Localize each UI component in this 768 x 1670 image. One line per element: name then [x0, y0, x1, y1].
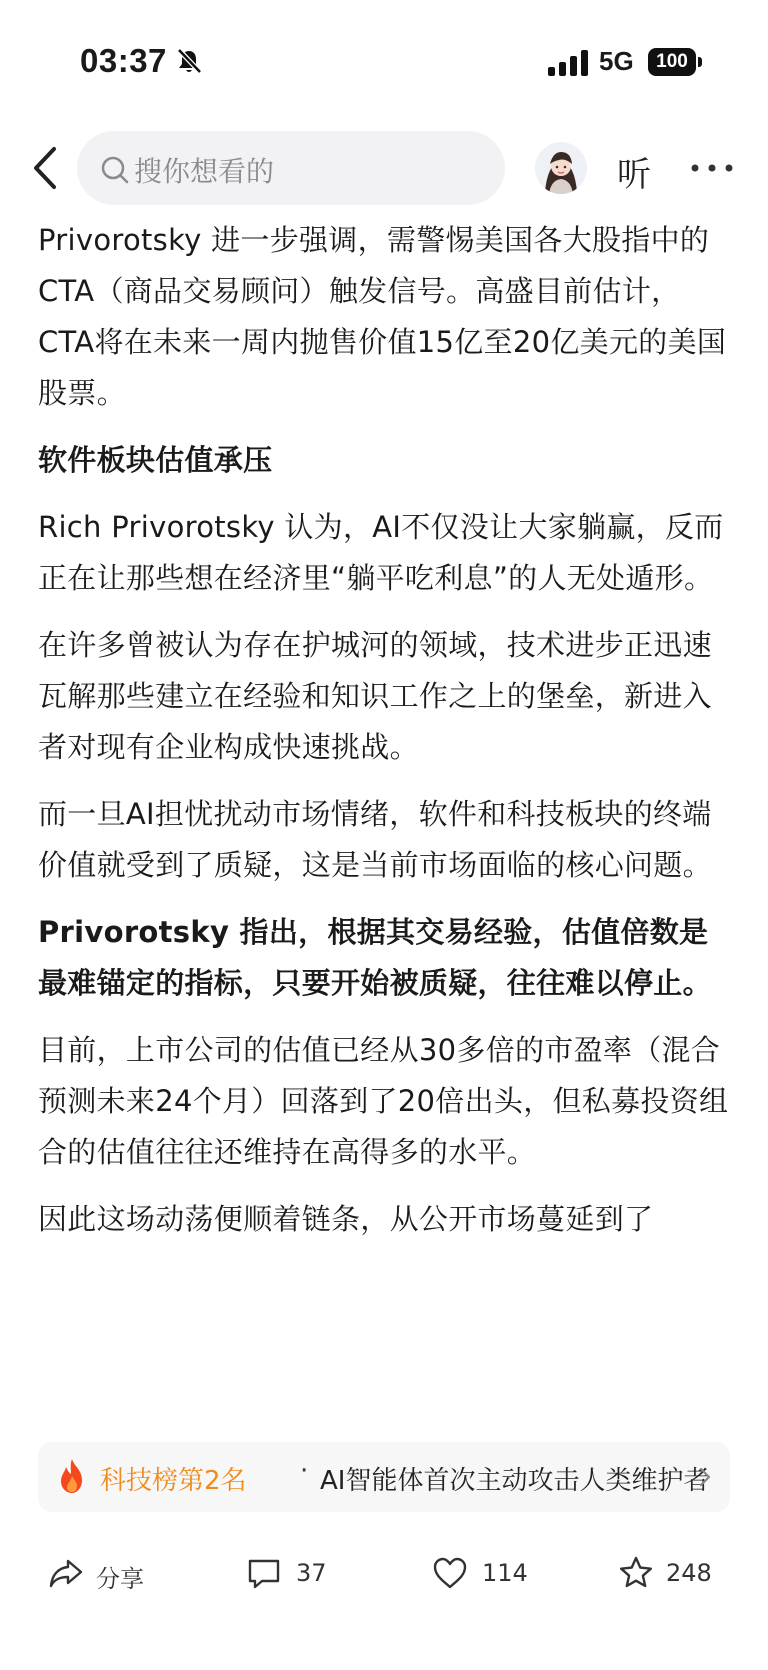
more-options-icon[interactable] [690, 163, 734, 173]
article-paragraph: 而一旦AI担忧扰动市场情绪，软件和科技板块的终端价值就受到了质疑，这是当前市场面临的核心问题。 [38, 797, 712, 882]
listen-button[interactable]: 听 [617, 155, 651, 195]
top-nav [0, 125, 768, 215]
comment-icon [246, 1555, 282, 1591]
status-bar [0, 0, 768, 120]
article-paragraph: Privorotsky 进一步强调，需警惕美国各大股指中的CTA（商品交易顾问）触发信号。高盛目前估计，CTA将在未来一周内抛售价值15亿至20亿美元的美国股票。 [38, 223, 727, 410]
star-icon [618, 1555, 654, 1591]
back-arrow-icon[interactable] [30, 145, 60, 191]
search-icon [100, 155, 130, 185]
hot-rank-label: 科技榜第2名 [100, 1466, 247, 1496]
share-label: 分享 [96, 1565, 144, 1593]
network-type: 5G [599, 46, 634, 76]
hot-list-banner[interactable] [38, 1442, 730, 1512]
heart-icon [432, 1555, 468, 1591]
battery-icon [648, 48, 702, 76]
avatar[interactable] [535, 142, 587, 194]
article-body [38, 215, 730, 1440]
like-count: 114 [482, 1559, 528, 1587]
article-paragraph: 因此这场动荡便顺着链条，从公开市场蔓延到了 [38, 1202, 654, 1236]
favorite-count: 248 [666, 1559, 712, 1587]
article-paragraph: Rich Privorotsky 认为，AI不仅没让大家躺赢，反而正在让那些想在经济里“躺平吃利息”的人无处遁形。 [38, 510, 724, 595]
fire-icon [58, 1458, 86, 1494]
bottom-action-bar [0, 1525, 768, 1635]
comment-count: 37 [296, 1559, 327, 1587]
chevron-right-icon [698, 1466, 712, 1488]
favorite-button[interactable] [618, 1525, 728, 1635]
article-paragraph: 在许多曾被认为存在护城河的领域，技术进步正迅速瓦解那些建立在经验和知识工作之上的堡垒，新进入者对现有企业构成快速挑战。 [38, 628, 712, 764]
section-heading: 软件板块估值承压 [38, 443, 273, 477]
comment-button[interactable] [246, 1525, 356, 1635]
like-button[interactable] [432, 1525, 542, 1635]
battery-level: 100 [648, 48, 696, 76]
status-time: 03:37 [80, 42, 167, 79]
search-placeholder: 搜你想看的 [134, 155, 275, 188]
battery-tip [698, 57, 702, 67]
share-button[interactable] [48, 1525, 168, 1635]
cellular-signal-icon [548, 50, 590, 76]
article-paragraph: 目前，上市公司的估值已经从30多倍的市盈率（混合预测未来24个月）回落到了20倍出头，但私募投资组合的估值往往还维持在高得多的水平。 [38, 1033, 729, 1169]
bell-muted-icon [175, 47, 203, 75]
share-icon [48, 1555, 84, 1591]
hot-topic-title: AI智能体首次主动攻击人类维护者 [320, 1466, 710, 1496]
separator-dot: · [300, 1456, 309, 1486]
article-paragraph-bold: Privorotsky 指出，根据其交易经验，估值倍数是最难锚定的指标，只要开始被质疑，往往难以停止。 [38, 915, 712, 1000]
